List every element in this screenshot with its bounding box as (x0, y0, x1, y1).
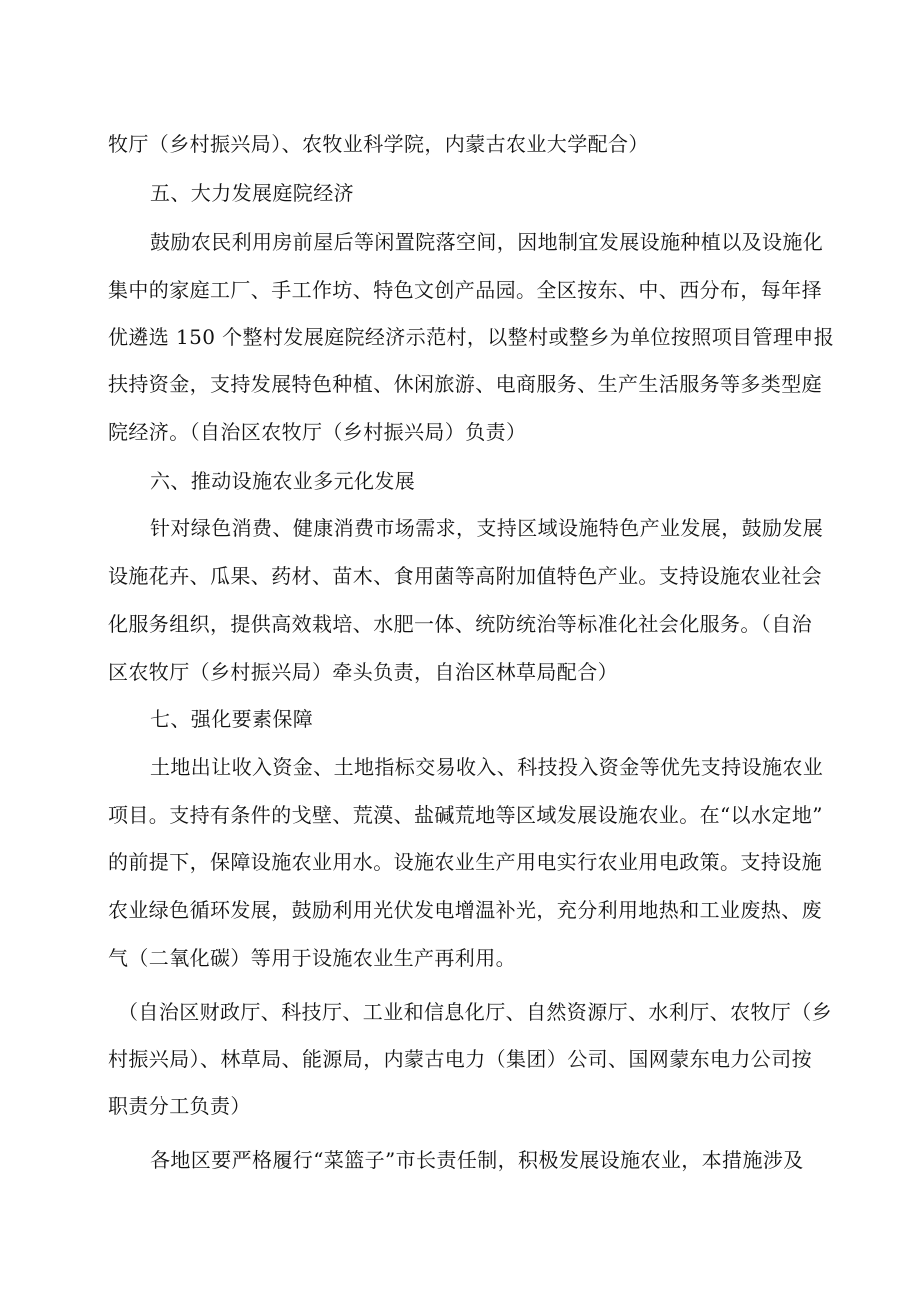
text-line: 设施花卉、瓜果、药材、苗木、食用菌等高附加值特色产业。支持设施农业社会 (108, 564, 822, 588)
text-line: 优遴选 150 个整村发展庭院经济示范村，以整村或整乡为单位按照项目管理申报 (108, 325, 835, 349)
text-line: 院经济。（自治区农牧厅（乡村振兴局）负责） (108, 420, 527, 444)
text-line: 集中的家庭工厂、手工作坊、特色文创产品园。全区按东、中、西分布，每年择 (108, 278, 822, 302)
section-heading: 七、强化要素保障 (150, 707, 314, 731)
section-heading: 五、大力发展庭院经济 (150, 181, 354, 205)
text-line: 针对绿色消费、健康消费市场需求，支持区域设施特色产业发展，鼓励发展 (150, 516, 824, 540)
text-line: 农业绿色循环发展，鼓励利用光伏发电增温补光，充分利用地热和工业废热、废 (108, 898, 822, 922)
text-line: 项目。支持有条件的戈壁、荒漠、盐碱荒地等区域发展设施农业。在“以水定地” (108, 803, 823, 827)
text-line: 气（二氧化碳）等用于设施农业生产再利用。 (108, 946, 516, 970)
text-line: 各地区要严格履行“菜篮子”市长责任制，积极发展设施农业，本措施涉及 (150, 1148, 804, 1172)
text-line: 鼓励农民利用房前屋后等闲置院落空间，因地制宜发展设施种植以及设施化 (150, 230, 824, 254)
section-heading: 六、推动设施农业多元化发展 (150, 469, 416, 493)
text-line: 区农牧厅（乡村振兴局）牵头负责，自治区林草局配合） (108, 660, 618, 684)
text-line: 村振兴局）、林草局、能源局，内蒙古电力（集团）公司、国网蒙东电力公司按 (108, 1047, 812, 1071)
text-line: 土地出让收入资金、土地指标交易收入、科技投入资金等优先支持设施农业 (150, 755, 824, 779)
text-line: 化服务组织，提供高效栽培、水肥一体、统防统治等标准化社会化服务。（自治 (108, 612, 812, 636)
text-line: 的前提下，保障设施农业用水。设施农业生产用电实行农业用电政策。支持设施 (108, 850, 822, 874)
text-line: （自治区财政厅、科技厅、工业和信息化厅、自然资源厅、水利厅、农牧厅（乡 (118, 1000, 832, 1024)
text-line: 职责分工负责） (108, 1094, 251, 1118)
text-line: 扶持资金，支持发展特色种植、休闲旅游、电商服务、生产生活服务等多类型庭 (108, 372, 822, 396)
text-line: 牧厅（乡村振兴局）、农牧业科学院，内蒙古农业大学配合） (108, 132, 649, 156)
